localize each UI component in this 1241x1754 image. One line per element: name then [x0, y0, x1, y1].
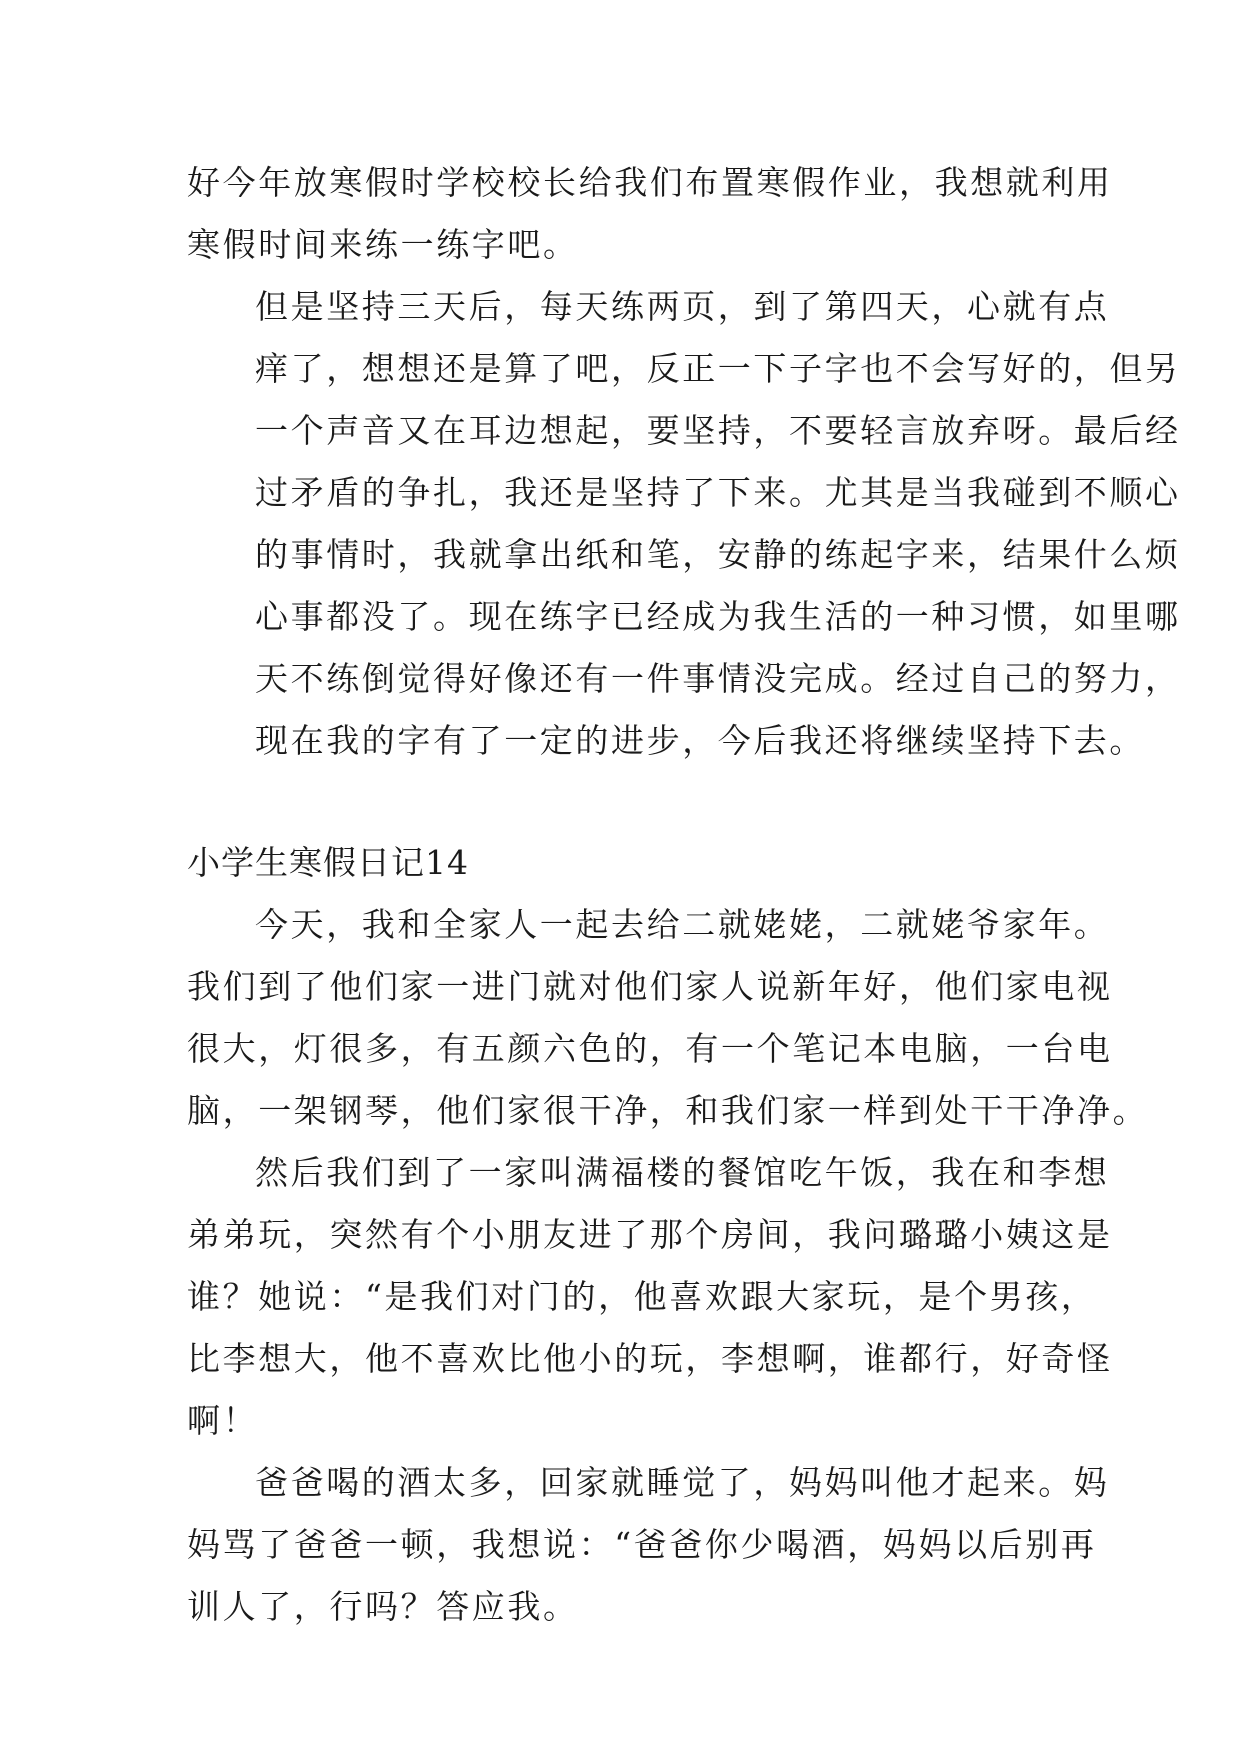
paragraph-dad — [187, 1452, 1110, 1638]
text-line: 心事都没了。现在练字已经成为我生活的一种习惯，如里哪 — [255, 597, 1181, 636]
text-line: 爸爸喝的酒太多，回家就睡觉了，妈妈叫他才起来。妈 — [255, 1463, 1110, 1502]
text-line: 比李想大，他不喜欢比他小的玩，李想啊，谁都行，好奇怪 — [187, 1339, 1113, 1378]
text-line: 训人了，行吗？答应我。 — [187, 1587, 579, 1626]
paragraph-practice — [187, 276, 1181, 772]
document-body — [187, 152, 1181, 1638]
text-line: 脑，一架钢琴，他们家很干净，和我们家一样到处干干净净。 — [187, 1091, 1149, 1130]
text-line: 的事情时，我就拿出纸和笔，安静的练起字来，结果什么烦 — [255, 535, 1181, 574]
text-line: 痒了，想想还是算了吧，反正一下子字也不会写好的，但另 — [255, 349, 1181, 388]
text-line: 妈骂了爸爸一顿，我想说：“爸爸你少喝酒，妈妈以后别再 — [187, 1525, 1097, 1564]
section-gap — [187, 772, 1067, 832]
text-line: 弟弟玩，突然有个小朋友进了那个房间，我问璐璐小姨这是 — [187, 1215, 1113, 1254]
text-line: 我们到了他们家一进门就对他们家人说新年好，他们家电视 — [187, 967, 1113, 1006]
text-line: 现在我的字有了一定的进步，今后我还将继续坚持下去。 — [255, 721, 1145, 760]
text-line: 啊！ — [187, 1401, 259, 1440]
text-line: 很大，灯很多，有五颜六色的，有一个笔记本电脑，一台电 — [187, 1029, 1113, 1068]
text-line: 过矛盾的争扎，我还是坚持了下来。尤其是当我碰到不顺心 — [255, 473, 1181, 512]
text-line: 但是坚持三天后，每天练两页，到了第四天，心就有点 — [255, 287, 1110, 326]
diary-heading: 小学生寒假日记14 — [187, 843, 469, 882]
text-line: 谁？她说：“是我们对门的，他喜欢跟大家玩，是个男孩， — [187, 1277, 1097, 1316]
text-line: 天不练倒觉得好像还有一件事情没完成。经过自己的努力， — [255, 659, 1181, 698]
text-line: 寒假时间来练一练字吧。 — [187, 225, 579, 264]
text-line: 今天，我和全家人一起去给二就姥姥，二就姥爷家年。 — [255, 905, 1110, 944]
paragraph-visit — [187, 894, 1149, 1142]
paragraph-lunch — [187, 1142, 1113, 1452]
paragraph-continuation — [187, 152, 1113, 276]
text-line: 一个声音又在耳边想起，要坚持，不要轻言放弃呀。最后经 — [255, 411, 1181, 450]
text-line: 然后我们到了一家叫满福楼的餐馆吃午饭，我在和李想 — [255, 1153, 1110, 1192]
text-line: 好今年放寒假时学校校长给我们布置寒假作业，我想就利用 — [187, 163, 1113, 202]
